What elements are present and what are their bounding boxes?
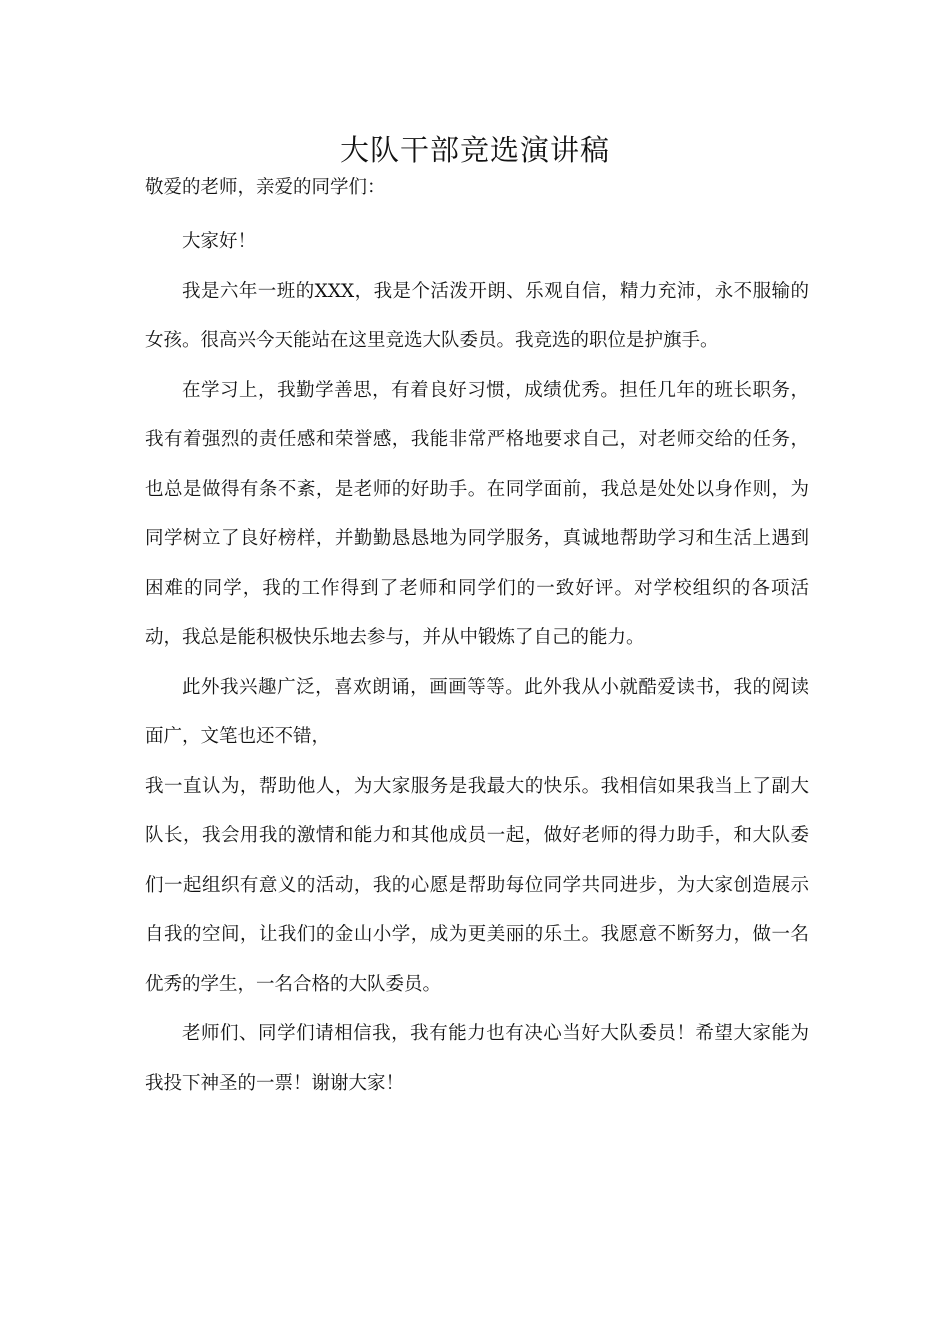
- paragraph-closing: 老师们、同学们请相信我，我有能力也有决心当好大队委员！希望大家能为我投下神圣的一票！谢谢大家！: [145, 1023, 809, 1094]
- paragraph-service: 我一直认为，帮助他人，为大家服务是我最大的快乐。我相信如果我当上了副大队长，我会用我的激情和能力和其他成员一起，做好老师的得力助手，和大队委们一起组织有意义的活动，我的心愿是帮助每位同学共同进步，为大家创造展示自我的空间，让我们的金山小学，成为更美丽的乐土。我愿意不断努力，做一名优秀的学生，一名合格的大队委员。: [145, 775, 809, 995]
- paragraph-intro: 我是六年一班的XXX，我是个活泼开朗、乐观自信，精力充沛，永不服输的女孩。很高兴今天能站在这里竞选大队委员。我竞选的职位是护旗手。: [145, 280, 809, 351]
- document-body: [145, 173, 809, 1108]
- paragraph-study: 在学习上，我勤学善思，有着良好习惯，成绩优秀。担任几年的班长职务，我有着强烈的责任感和荣誉感，我能非常严格地要求自己，对老师交给的任务，也总是做得有条不紊，是老师的好助手。在同学面前，我总是处处以身作则，为同学树立了良好榜样，并勤勤恳恳地为同学服务，真诚地帮助学习和生活上遇到困难的同学，我的工作得到了老师和同学们的一致好评。对学校组织的各项活动，我总是能积极快乐地去参与，并从中锻炼了自己的能力。: [145, 379, 809, 648]
- salutation: 敬爱的老师，亲爱的同学们：: [145, 177, 386, 198]
- paragraph-hobbies: 此外我兴趣广泛，喜欢朗诵，画画等等。此外我从小就酷爱读书，我的阅读面广，文笔也还不错，: [145, 676, 809, 747]
- document-title: 大队干部竞选演讲稿: [339, 133, 610, 167]
- greeting: 大家好！: [182, 231, 257, 252]
